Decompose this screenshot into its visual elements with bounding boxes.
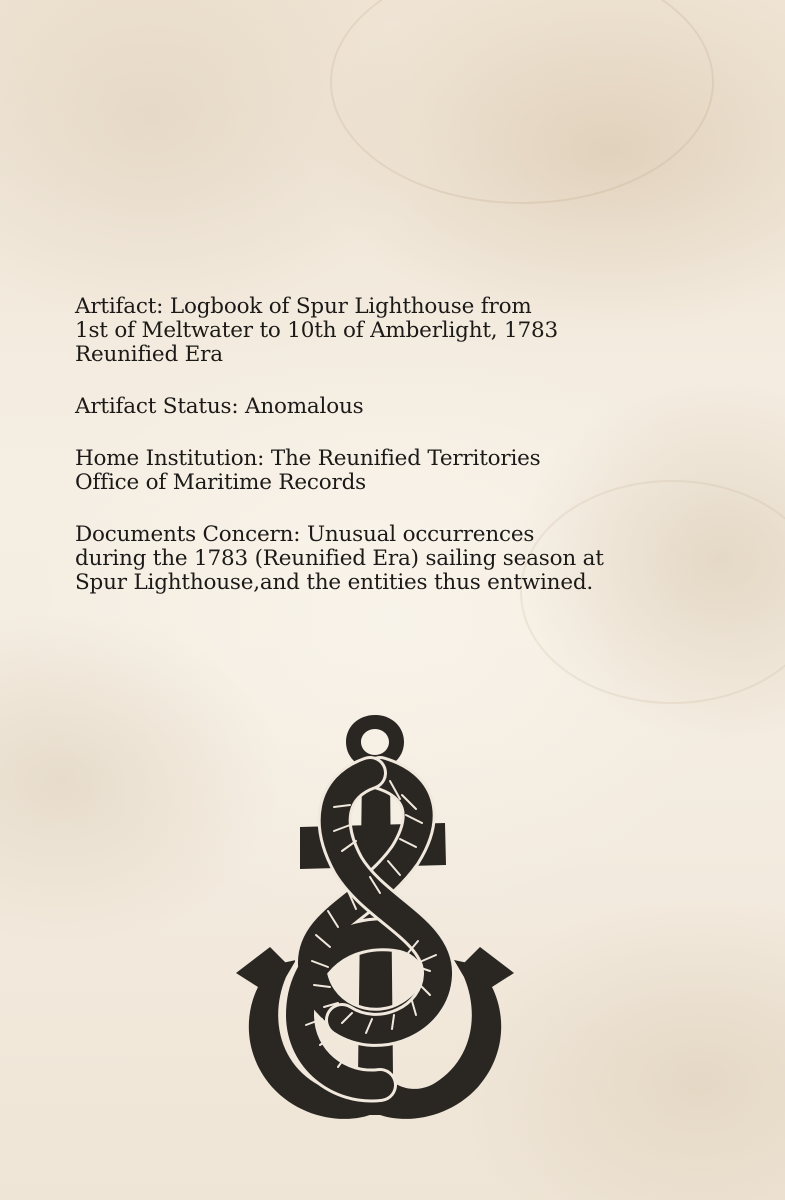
field-value: Logbook of Spur Lighthouse from 1st of Meltwater to 10th of Amberlight, 1783 Reunified Era (75, 294, 558, 367)
field-value: The Reunified Territories Office of Maritime Records (75, 446, 541, 495)
field-label: Documents Concern: (75, 522, 301, 547)
home-institution-field (75, 447, 775, 495)
artifact-status-field (75, 395, 775, 419)
field-value: Unusual occurrences during the 1783 (Reunified Era) sailing season at Spur Lighthouse,and the entities thus entwined. (75, 522, 604, 595)
artifact-record (75, 295, 775, 623)
field-label: Artifact: (75, 294, 164, 319)
anchor-with-rope-icon (230, 715, 520, 1125)
field-label: Artifact Status: (75, 394, 239, 419)
field-value: Anomalous (245, 394, 364, 419)
field-label: Home Institution: (75, 446, 265, 471)
documents-concern-field (75, 523, 775, 595)
artifact-field (75, 295, 775, 367)
paper-stain (330, 0, 714, 204)
